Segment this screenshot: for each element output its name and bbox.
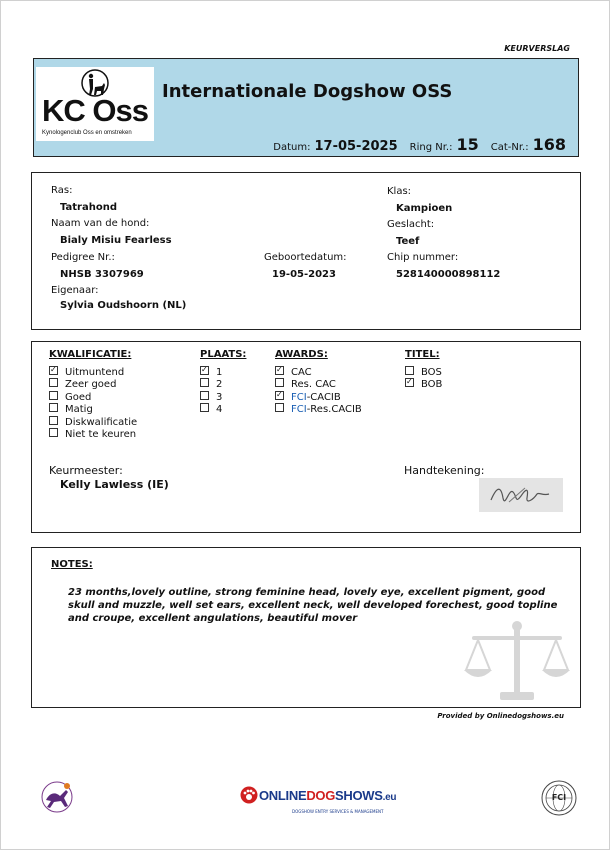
qualification-header: KWALIFICATIE: <box>49 349 132 360</box>
breed-value: Tatrahond <box>60 202 118 213</box>
checkbox-icon[interactable] <box>49 391 58 400</box>
chip-value: 528140000898112 <box>396 269 501 280</box>
brand-tld: .eu <box>382 792 397 803</box>
checkbox-icon[interactable] <box>49 378 58 387</box>
logo-text: KC Oss <box>42 93 148 128</box>
award-option[interactable] <box>275 366 312 378</box>
option-label: Niet te keuren <box>65 429 137 440</box>
option-label: 2 <box>216 379 223 390</box>
fci-prefix: FCI <box>291 392 307 403</box>
option-label: Zeer goed <box>65 379 117 390</box>
scales-watermark-icon <box>464 620 570 704</box>
awards-header: AWARDS: <box>275 349 328 360</box>
option-label: Diskwalificatie <box>65 417 138 428</box>
title-option[interactable] <box>405 378 442 390</box>
chip-label: Chip nummer: <box>387 252 459 263</box>
checkbox-icon[interactable] <box>49 416 58 425</box>
place-option[interactable] <box>200 378 222 390</box>
notes-text: 23 months,lovely outline, strong feminine head, lovely eye, excellent pigment, good skull and muzzle, well set ears, excellent neck, well developed forechest, good topline and croupe, excellent angulations, beautiful mover <box>68 587 558 624</box>
title-header: TITEL: <box>405 349 440 360</box>
place-header: PLAATS: <box>200 349 247 360</box>
sex-value: Teef <box>396 236 420 247</box>
fci-mark: FCI <box>551 793 567 802</box>
option-label: CAC <box>291 367 312 378</box>
option-label: 3 <box>216 392 223 403</box>
notes-box <box>31 547 581 708</box>
option-label: Goed <box>65 392 92 403</box>
ring-value: 15 <box>456 135 479 154</box>
checkbox-icon[interactable] <box>275 403 284 412</box>
cat-value: 168 <box>532 135 566 154</box>
date-label: Datum: <box>273 142 311 153</box>
checkbox-checked-icon[interactable] <box>200 366 209 375</box>
checkbox-icon[interactable] <box>405 366 414 375</box>
fci-logo <box>541 780 577 816</box>
brand-dog: DOG <box>306 788 336 803</box>
checkbox-checked-icon[interactable] <box>275 366 284 375</box>
date-value: 17-05-2025 <box>314 139 398 154</box>
dog-info-box <box>31 172 581 330</box>
qualification-option[interactable] <box>49 428 136 440</box>
document-type-label: KEURVERSLAG <box>504 44 570 53</box>
signature-label: Handtekening: <box>404 464 485 477</box>
notes-header: NOTES: <box>51 559 93 570</box>
class-label: Klas: <box>387 186 412 197</box>
header-meta <box>273 135 566 154</box>
option-label: -CACIB <box>306 392 341 403</box>
ring-label: Ring Nr.: <box>409 142 453 153</box>
signature-image <box>479 478 563 512</box>
place-option[interactable] <box>200 403 222 415</box>
place-option[interactable] <box>200 391 222 403</box>
checkbox-checked-icon[interactable] <box>405 378 414 387</box>
qualification-option[interactable] <box>49 416 137 428</box>
owner-value: Sylvia Oudshoorn (NL) <box>60 300 187 311</box>
award-option[interactable] <box>275 403 362 415</box>
checkbox-icon[interactable] <box>49 403 58 412</box>
qualification-option[interactable] <box>49 391 91 403</box>
header-banner <box>33 58 579 157</box>
judge-value: Kelly Lawless (IE) <box>60 478 169 491</box>
checkbox-icon[interactable] <box>200 391 209 400</box>
award-option[interactable] <box>275 391 341 403</box>
brand-online: ONLINE <box>259 788 307 803</box>
breed-label: Ras: <box>51 185 73 196</box>
provided-by-text: Provided by Onlinedogshows.eu <box>437 712 564 720</box>
option-label: 4 <box>216 404 223 415</box>
option-label: -Res.CACIB <box>306 404 362 415</box>
pedigree-label: Pedigree Nr.: <box>51 252 115 263</box>
option-label: Uitmuntend <box>65 367 125 378</box>
cat-label: Cat-Nr.: <box>490 142 529 153</box>
checkbox-icon[interactable] <box>200 378 209 387</box>
onlinedogshows-logo <box>240 784 397 818</box>
owner-label: Eigenaar: <box>51 285 99 296</box>
brand-shows: SHOWS <box>335 788 383 803</box>
checkbox-icon[interactable] <box>49 428 58 437</box>
birthdate-label: Geboortedatum: <box>264 252 347 263</box>
option-label: Res. CAC <box>291 379 336 390</box>
qualification-option[interactable] <box>49 403 93 415</box>
option-label: 1 <box>216 367 223 378</box>
dog-name-label: Naam van de hond: <box>51 218 150 229</box>
sex-label: Geslacht: <box>387 219 435 230</box>
evaluation-box <box>31 341 581 533</box>
kc-oss-logo <box>36 67 154 141</box>
class-value: Kampioen <box>396 203 453 214</box>
qualification-option[interactable] <box>49 378 116 390</box>
checkbox-checked-icon[interactable] <box>275 391 284 400</box>
brand-tagline: DOGSHOW ENTRY SERVICES & MANAGEMENT <box>292 809 384 814</box>
running-dog-logo-icon <box>40 780 74 814</box>
checkbox-icon[interactable] <box>275 378 284 387</box>
judge-label: Keurmeester: <box>49 464 123 477</box>
place-option[interactable] <box>200 366 222 378</box>
paw-icon <box>240 786 258 804</box>
fci-prefix: FCI <box>291 404 307 415</box>
dog-name-value: Bialy Misiu Fearless <box>60 235 172 246</box>
checkbox-icon[interactable] <box>200 403 209 412</box>
birthdate-value: 19-05-2023 <box>272 269 336 280</box>
option-label: BOS <box>421 367 442 378</box>
qualification-option[interactable] <box>49 366 124 378</box>
logo-subtitle: Kynologenclub Oss en omstreken <box>42 130 132 136</box>
pedigree-value: NHSB 3307969 <box>60 269 144 280</box>
option-label: BOB <box>421 379 443 390</box>
award-option[interactable] <box>275 378 336 390</box>
show-title: Internationale Dogshow OSS <box>162 81 453 102</box>
option-label: Matig <box>65 404 93 415</box>
checkbox-checked-icon[interactable] <box>49 366 58 375</box>
